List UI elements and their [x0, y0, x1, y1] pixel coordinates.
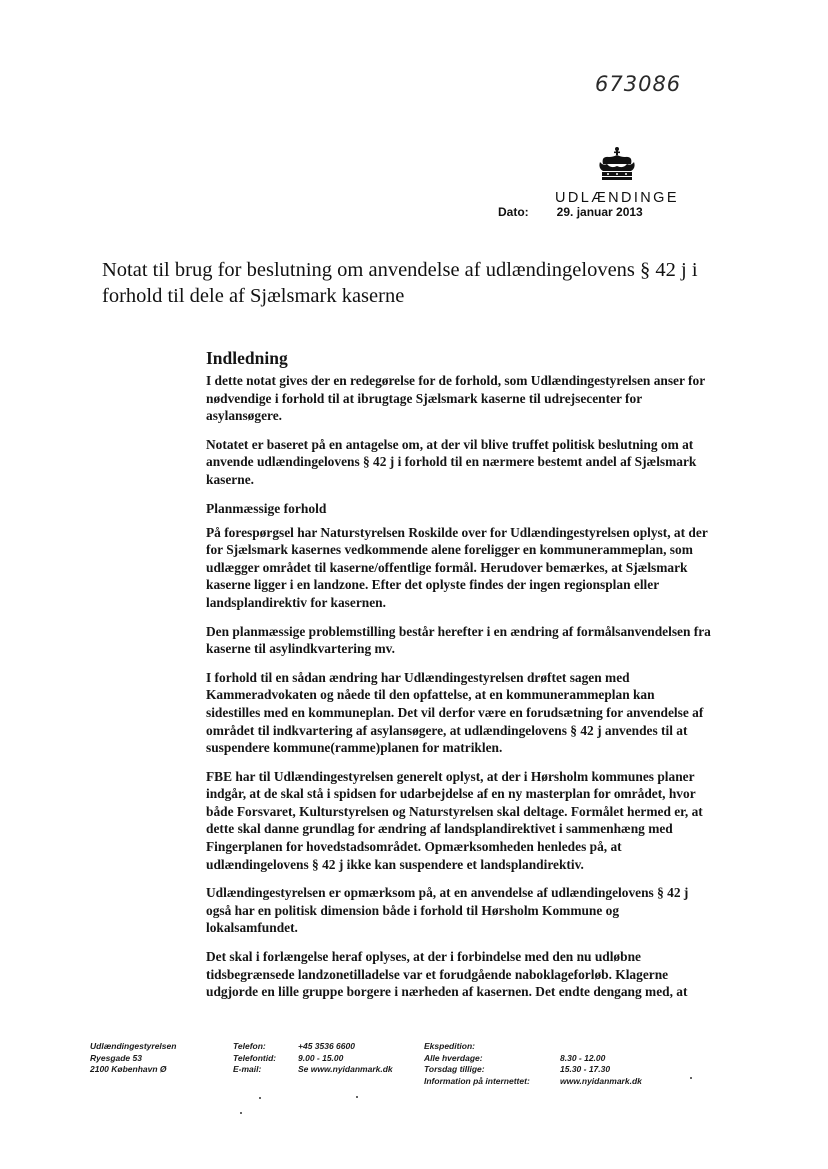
date-label: Dato: [498, 205, 529, 219]
footer-label: Telefon: [233, 1041, 266, 1051]
footer-contact-labels [233, 1041, 276, 1076]
footer-address [90, 1041, 176, 1076]
royal-crown-logo [593, 146, 641, 186]
footer-expedition-labels [424, 1041, 530, 1087]
body-paragraph: I forhold til en sådan ændring har Udlændingestyrelsen drøftet sagen med Kammeradvokaten og nåede til den opfattelse, at en kommunerammeplan kan sidestilles med en kommuneplan. Det vil derfor være en forudsætning for anvendelse af området til indkvartering af asylansøgere, at udlændingelovens § 42 j anvendes til at suspendere kommune(ramme)planen for matriklen. [206, 669, 704, 756]
document-date [498, 205, 643, 219]
body-paragraph: Den planmæssige problemstilling består herefter i en ændring af formålsanvendelsen fra kaserne til asylindkvartering mv. [206, 623, 711, 657]
footer-website: www.nyidanmark.dk [560, 1075, 642, 1086]
footer-phone: +45 3536 6600 [298, 1041, 355, 1051]
footer-email: Se www.nyidanmark.dk [298, 1064, 393, 1074]
body-paragraph: Udlændingestyrelsen er opmærksom på, at en anvendelse af udlændingelovens § 42 j også har en politisk dimension både i forhold til Hørsholm Kommune og lokalsamfundet. [206, 885, 689, 936]
footer-label: E-mail: [233, 1064, 262, 1074]
scan-speck [240, 1112, 242, 1114]
body-paragraph: FBE har til Udlændingestyrelsen generelt oplyst, at der i Hørsholm kommunes planer indgår, at de skal stå i spidsen for udarbejdelse af en ny masterplan for området, hvor både Forsvaret, Kulturstyrelsen og Naturstyrelsen skal deltage. Formålet hermed er, at dette skal danne grundlag for ændring af landsplandirektivet i sammenhæng med Fingerplanen for hovedstadsområdet. Opmærksomheden henledes på, at udlændingelovens § 42 j ikke kan suspendere et landsplandirektiv. [206, 768, 703, 872]
scan-speck [356, 1096, 358, 1098]
body-paragraph: Notatet er baseret på en antagelse om, at der vil blive truffet politisk beslutning om at anvende udlændingelovens § 42 j i forhold til en nærmere bestemt andel af Sjælsmark kaserne. [206, 436, 697, 487]
body-paragraph: Det skal i forlængelse heraf oplyses, at der i forbindelse med den nu udløbne tidsbegrænsede landzonetilladelse var et forudgående naboklageforløb. Klagerne udgjorde en lille gruppe borgere i nærheden af kasernen. Det endte dengang med, at [206, 949, 688, 1000]
section-heading-planning: Planmæssige forhold [206, 500, 327, 516]
footer-hours-weekday: 8.30 - 12.00 [560, 1052, 606, 1063]
footer-org-name: Udlændingestyrelsen [90, 1041, 177, 1051]
footer-label: Ekspedition: [424, 1041, 476, 1051]
footer-contact-values [298, 1041, 393, 1076]
footer-label: Alle hverdage: [424, 1052, 483, 1063]
footer-label: Information på internettet: [424, 1075, 530, 1086]
date-value: 29. januar 2013 [556, 205, 643, 219]
scan-speck [690, 1077, 692, 1079]
document-body [206, 347, 712, 1012]
body-paragraph: På forespørgsel har Naturstyrelsen Roskilde over for Udlændingestyrelsen oplyst, at der for Sjælsmark kasernes vedkommende alene foreligger en kommunerammeplan, som udlægger området til kaserne/offentlige formål. Herudover bemærkes, at Sjælsmark kaserne ligger i en landzone. Efter det oplyste findes der ingen regionsplan eller landsplandirektiv for kasernen. [206, 524, 708, 610]
footer-city: 2100 København Ø [90, 1064, 167, 1074]
scan-speck [259, 1097, 261, 1099]
footer-expedition-values [560, 1041, 642, 1087]
footer-label: Torsdag tillige: [424, 1064, 485, 1074]
handwritten-case-number: 673086 [595, 72, 682, 96]
letterhead-footer [0, 1041, 828, 1101]
footer-hours-thursday: 15.30 - 17.30 [560, 1064, 611, 1074]
agency-logo-text: UDLÆNDINGE [555, 190, 679, 206]
document-title: Notat til brug for beslutning om anvendelse af udlændingelovens § 42 j i forhold til dele af Sjælsmark kaserne [102, 259, 698, 307]
footer-phone-hours: 9.00 - 15.00 [298, 1052, 344, 1063]
section-heading-introduction: Indledning [206, 348, 288, 368]
body-paragraph: I dette notat gives der en redegørelse for de forhold, som Udlændingestyrelsen anser for nødvendige i forhold til at ibrugtage Sjælsmark kaserne til udrejsecenter for asylansøgere. [206, 373, 705, 424]
footer-label: Telefontid: [233, 1052, 277, 1063]
footer-street: Ryesgade 53 [90, 1052, 142, 1063]
footer-value [560, 1041, 642, 1053]
